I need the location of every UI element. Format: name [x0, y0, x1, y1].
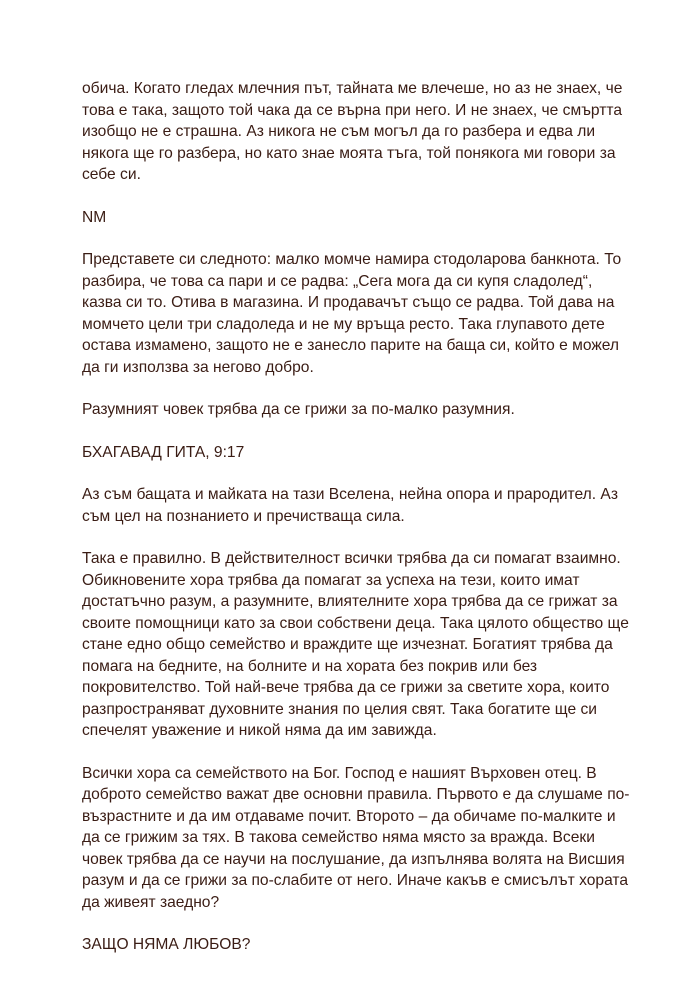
section-heading: ЗАЩО НЯМА ЛЮБОВ? [82, 936, 251, 953]
document-body [82, 78, 630, 977]
paragraph-maxim: Разумният човек трябва да се грижи за по-малко разумния. [82, 401, 515, 418]
paragraph-commentary: Така е правилно. В действителност всички трябва да си помагат взаимно. Обикновените хора трябва да помагат за успеха на тези, които имат достатъчно разум, а разумните, влиятелните хора трябва да се грижат за своите помощници като за свои собствени деца. Така цялото общество ще стане едно общо семейство и враждите ще изчезнат. Богатият трябва да помага на бедните, на болните и на хората без покрив или без покровителство. Той най-вече трябва да се грижи за светите хора, които разпространяват духовните знания по целия свят. Така богатите ще си спечелят уважение и никой няма да им завижда. [82, 550, 629, 739]
paragraph-family: Всички хора са семейството на Бог. Господ е нашият Върховен отец. В доброто семейство важат две основни правила. Първото е да слушаме по-възрастните и да им отдаваме почит. Второто – да обичаме по-малките и да се грижим за тях. В такова семейство няма място за вражда. Всеки човек трябва да се научи на послушание, да изпълнява волята на Висшия разум и да се грижи за по-слабите от него. Иначе какъв е смисълът хората да живеят заедно? [82, 764, 630, 911]
quote-source-heading: БХАГАВАД ГИТА, 9:17 [82, 443, 245, 461]
paragraph-quote: Аз съм бащата и майката на тази Вселена, нейна опора и прародител. Аз съм цел на познанието и пречистваща сила. [82, 486, 618, 525]
author-initials: NM [82, 208, 107, 226]
paragraph-story: Представете си следното: малко момче намира стодоларова банкнота. То разбира, че това са пари и се радва: „Сега мога да си купя сладолед“, казва си то. Отива в магазина. И продавачът също се радва. Той дава на момчето цели три сладоледа и не му връща ресто. Така глупавото дете остава измамено, защото не е занесло парите на баща си, който е можел да ги използва за негово добро. [82, 251, 622, 376]
paragraph-continuation: обича. Когато гледах млечния път, тайната ме влечеше, но аз не знаех, че това е така, защото той чака да се върна при него. И не знаех, че смъртта изобщо не е страшна. Аз никога не съм могъл да го разбера и едва ли някога ще го разбера, но като знае моята тъга, той понякога ми говори за себе си. [82, 80, 623, 183]
